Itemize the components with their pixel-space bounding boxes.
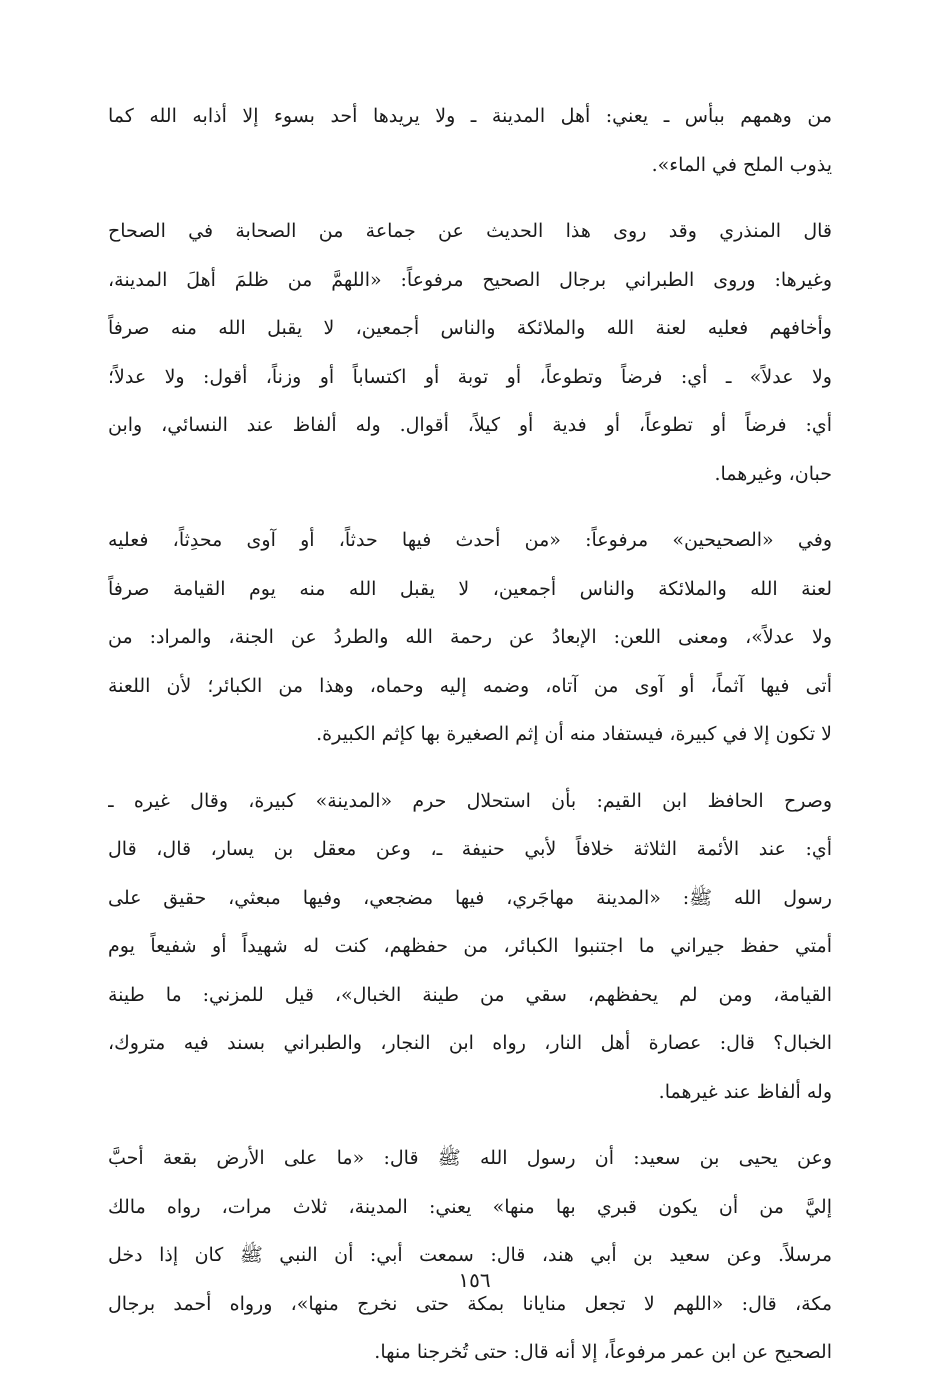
page-number: ١٥٦ [458,1268,491,1292]
paragraph-1 [108,92,832,189]
text-line: وعن يحيى بن سعيد: أن رسول الله ﷺ قال: «ما على الأرض بقعة أحبَّ [108,1147,832,1169]
text-line: أي: فرضاً أو تطوعاً، أو فدية أو كيلاً، أقوال. وله ألفاظ عند النسائي، وابن [108,414,832,436]
text-line: وأخافهم فعليه لعنة الله والملائكة والناس أجمعين، لا يقبل الله منه صرفاً [108,317,832,339]
text-line: لا تكون إلا في كبيرة، فيستفاد منه أن إثم الصغيرة بها كإثم الكبيرة. [316,723,832,745]
text-line: مرسلاً. وعن سعيد بن أبي هند، قال: سمعت أبي: أن النبي ﷺ كان إذا دخل [108,1244,832,1266]
paragraph-2 [108,207,832,498]
text-line: القيامة، ومن لم يحفظهم، سقي من طينة الخبال»، قيل للمزني: ما طينة [108,983,832,1006]
text-line: الخبال؟ قال: عصارة أهل النار، رواه ابن النجار، والطبراني بسند فيه متروك، [108,1032,832,1054]
paragraph-5 [108,1134,832,1377]
text-line: لعنة الله والملائكة والناس أجمعين، لا يقبل الله منه يوم القيامة صرفاً [108,577,832,600]
text-line: الصحيح عن ابن عمر مرفوعاً، إلا أنه قال: حتى تُخرجنا منها. [374,1341,832,1363]
text-line: ولا عدلاً»، ومعنى اللعن: الإبعادُ عن رحمة الله والطردُ عن الجنة، والمراد: من [108,626,832,648]
paragraph-4 [108,777,832,1117]
text-line: وله ألفاظ عند غيرهما. [658,1080,832,1103]
text-line: حبان، وغيرهما. [714,462,832,485]
text-line: إليَّ من أن يكون قبري بها منها» يعني: المدينة، ثلاث مرات، رواه مالك [108,1195,832,1218]
text-line: وغيرها: وروى الطبراني برجال الصحيح مرفوعاً: «اللهمَّ من ظلمَ أهلَ المدينة، [108,268,832,291]
text-line: من وهمهم ببأس ـ يعني: أهل المدينة ـ ولا يريدها أحد بسوء إلا أذابه الله كما [108,105,832,127]
text-line: أي: عند الأئمة الثلاثة خلافاً لأبي حنيفة ـ، وعن معقل بن يسار، قال، قال [108,838,832,860]
paragraph-3 [108,516,832,759]
text-line: وصرح الحافظ ابن القيم: بأن استحلال حرم «المدينة» كبيرة، وقال غيره ـ [108,789,832,812]
text-line: ولا عدلاً» ـ أي: فرضاً وتطوعاً، أو توبة أو اكتساباً أو وزناً، أقول: ولا عدلاً؛ [108,365,832,388]
page-body [108,92,832,1395]
text-line: رسول الله ﷺ: «المدينة مهاجَري، فيها مضجعي، وفيها مبعثي، حقيق على [108,886,832,909]
text-line: وفي «الصحيحين» مرفوعاً: «من أحدث فيها حدثاً، أو آوى محدِثاً، فعليه [108,529,832,551]
text-line: أمتي حفظ جيراني ما اجتنبوا الكبائر، من حفظهم، كنت له شهيداً أو شفيعاً يوم [108,935,832,957]
text-line: يذوب الملح في الماء». [651,153,832,176]
text-line: مكة، قال: «اللهم لا تجعل منايانا بمكة حتى نخرج منها»، ورواه أحمد برجال [108,1292,832,1315]
text-line: أتى فيها آثماً، أو آوى من آتاه، وضمه إليه وحماه، وهذا من الكبائر؛ لأن اللعنة [108,674,832,697]
text-line: قال المنذري وقد روى هذا الحديث عن جماعة من الصحابة في الصحاح [108,220,832,242]
